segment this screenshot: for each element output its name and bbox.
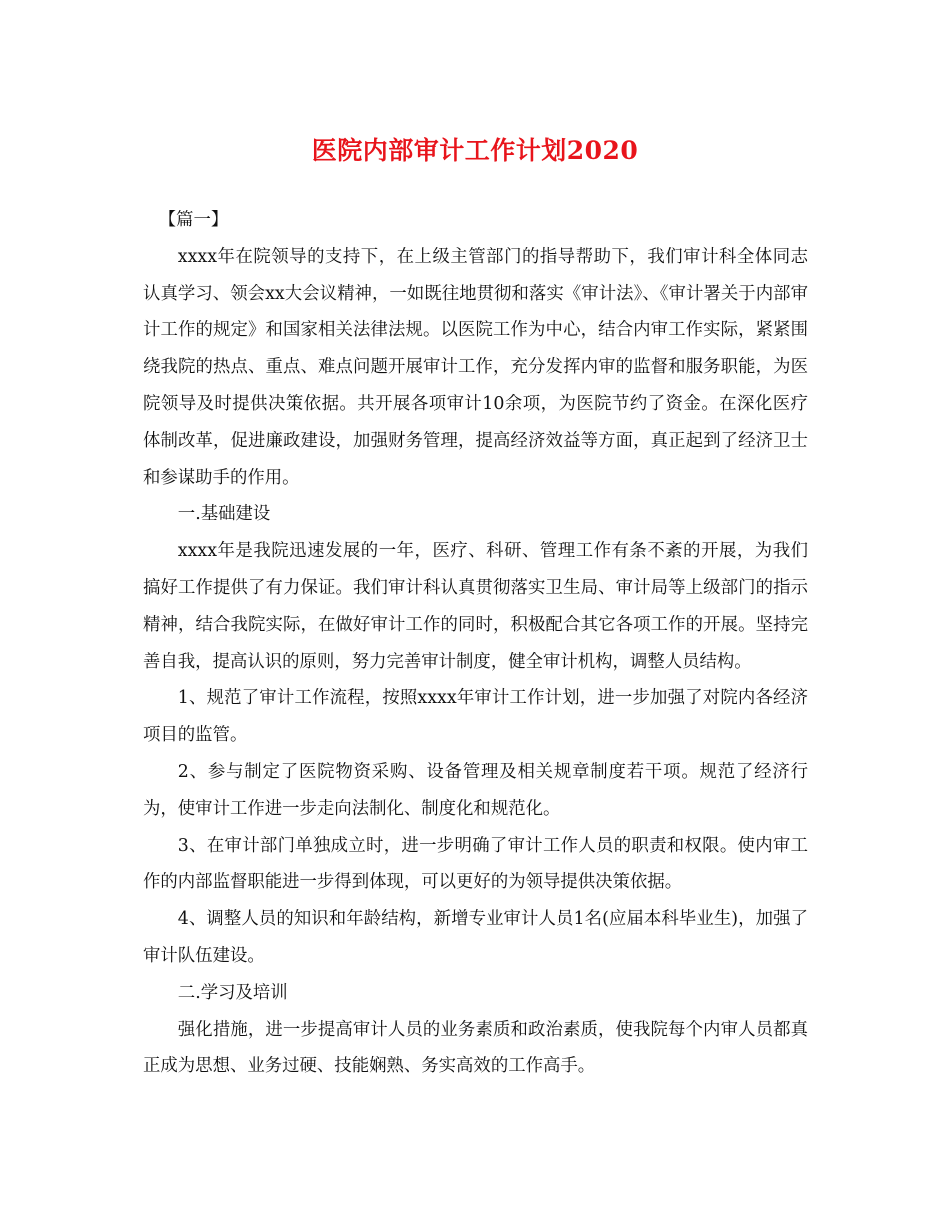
list-item-4: 4、调整人员的知识和年龄结构，新增专业审计人员1名(应届本科毕业生)，加强了审计队伍建设。 [143,909,808,966]
paragraph-intro: xxxx年在院领导的支持下，在上级主管部门的指导帮助下，我们审计科全体同志认真学习、领会xx大会议精神，一如既往地贯彻和落实《审计法》、《审计署关于内部审计工作的规定》和国家相关法律法规。以医院工作为中心，结合内审工作实际，紧紧围绕我院的热点、重点、难点问题开展审计工作，充分发挥内审的监督和服务职能，为医院领导及时提供决策依据。共开展各项审计10余项，为医院节约了资金。在深化医疗体制改革，促进廉政建设，加强财务管理，提高经济效益等方面，真正起到了经济卫士和参谋助手的作用。 [143,246,808,488]
section-tag: 【篇一】 [158,210,229,230]
section-heading-training: 二.学习及培训 [177,982,288,1003]
list-item-1: 1、规范了审计工作流程，按照xxxx年审计工作计划，进一步加强了对院内各经济项目的监管。 [143,688,808,746]
paragraph-basic-construction: xxxx年是我院迅速发展的一年，医疗、科研、管理工作有条不紊的开展，为我们搞好工作提供了有力保证。我们审计科认真贯彻落实卫生局、审计局等上级部门的指示精神，结合我院实际，在做好审计工作的同时，积极配合其它各项工作的开展。坚持完善自我，提高认识的原则，努力完善审计制度，健全审计机构，调整人员结构。 [143,541,808,672]
document-body [143,202,808,1085]
list-item-3: 3、在审计部门单独成立时，进一步明确了审计工作人员的职责和权限。使内审工作的内部监督职能进一步得到体现，可以更好的为领导提供决策依据。 [143,835,808,893]
list-item-2: 2、参与制定了医院物资采购、设备管理及相关规章制度若干项。规范了经济行为，使审计工作进一步走向法制化、制度化和规范化。 [143,761,808,819]
section-heading-basic-construction: 一.基础建设 [177,504,271,525]
paragraph-training: 强化措施，进一步提高审计人员的业务素质和政治素质，使我院每个内审人员都真正成为思想、业务过硬、技能娴熟、务实高效的工作高手。 [143,1019,808,1077]
document-title: 医院内部审计工作计划2020 [311,136,639,165]
